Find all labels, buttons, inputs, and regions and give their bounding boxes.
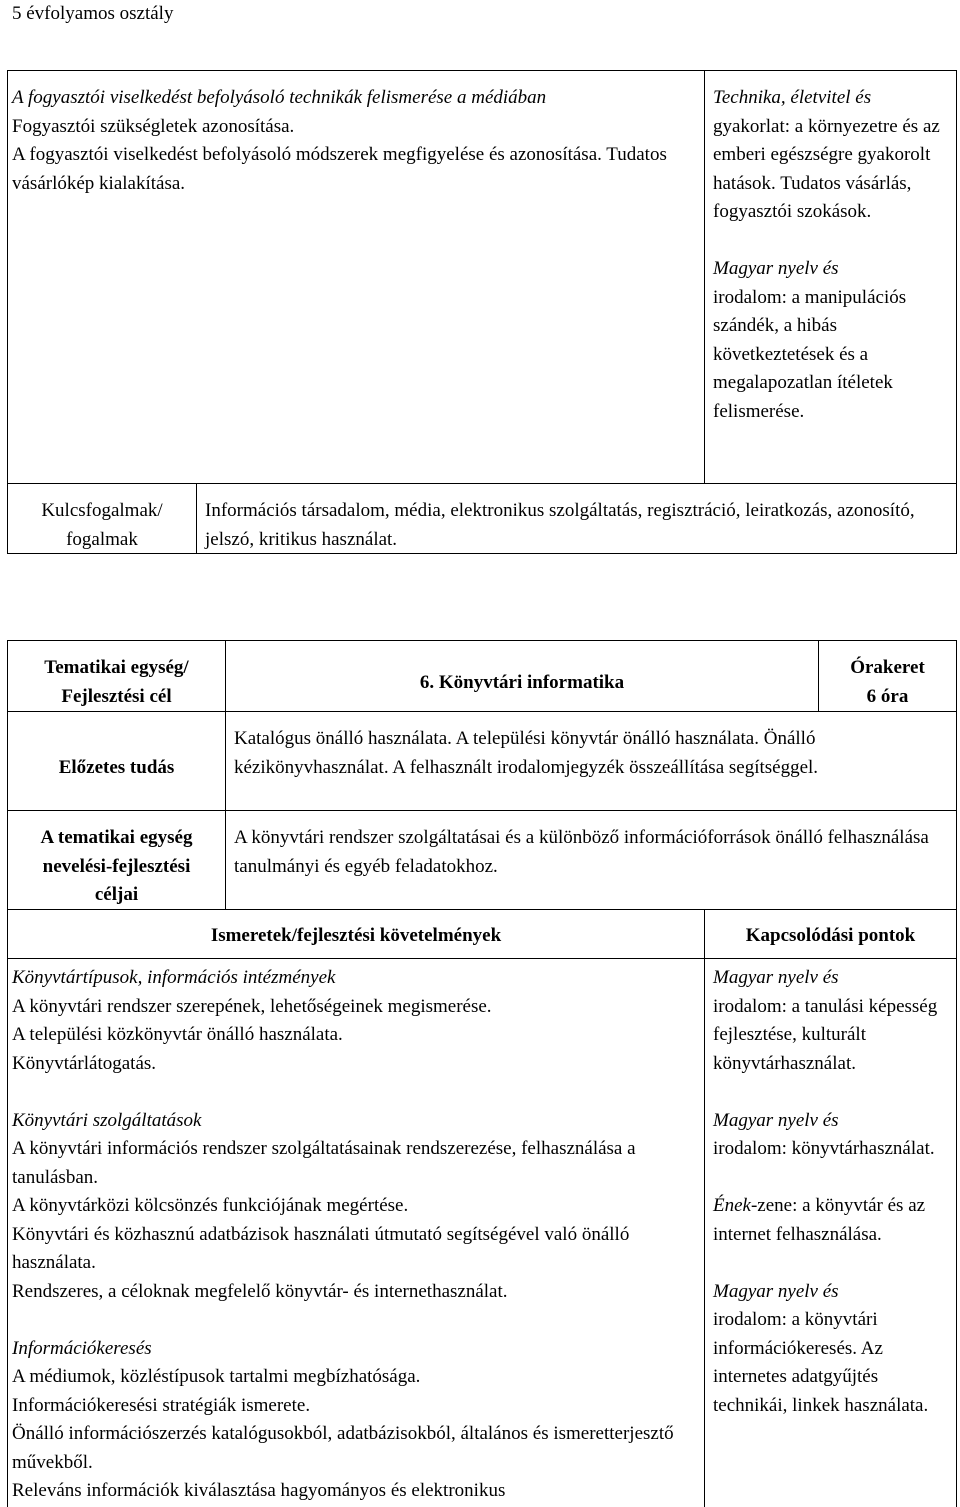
unit-title: 6. Könyvtári informatika [419, 672, 625, 693]
link-item [713, 1107, 953, 1164]
req-block [12, 964, 700, 1078]
key-concepts-label [8, 497, 196, 554]
table2-links-divider [704, 909, 705, 1507]
table2-right-border [956, 640, 957, 1507]
goals-label [8, 824, 225, 910]
label-line: nevelési-fejlesztési [42, 855, 191, 877]
hours-value: 6 óra [866, 685, 909, 707]
link-text: gyakorlat: a környezetre és az emberi egészségre gyakorolt hatások. Tudatos vásárlás, fogyasztói szokások. [713, 115, 940, 222]
unit-label [8, 654, 225, 711]
link-item [713, 964, 953, 1078]
link-item [713, 1192, 953, 1249]
label-line: fogalmak [66, 528, 138, 550]
link-subject: Ének [713, 1195, 751, 1216]
label-line: Kulcsfogalmak/ [41, 500, 163, 521]
table2-row1-border [7, 711, 957, 712]
table2-row2-border [7, 810, 957, 811]
req-line: Releváns információk kiválasztása hagyományos és elektronikus [12, 1480, 506, 1501]
links-cell [713, 964, 953, 1420]
section-title: A fogyasztói viselkedést befolyásoló technikák felismerése a médiában [12, 87, 547, 108]
hours-label: Órakeret [850, 657, 925, 678]
prior-knowledge-text: Katalógus önálló használata. A települési könyvtár önálló használata. Önálló kézikönyvhasználat. A felhasznált irodalomjegyzék összeállítása segítséggel. [234, 728, 819, 778]
link-text: irodalom: a könyvtári információkeresés. Az internetes adatgyűjtés technikái, linkek használata. [713, 1309, 929, 1416]
label-line: céljai [94, 884, 139, 905]
label-line: Fejlesztési cél [61, 685, 172, 707]
req-line: A könyvtárközi kölcsönzés funkciójának megértése. [12, 1195, 409, 1216]
req-block-title: Könyvtári szolgáltatások [12, 1109, 202, 1131]
links-header: Kapcsolódási pontok [745, 925, 916, 946]
paragraph: Fogyasztói szükségletek azonosítása. [12, 115, 295, 137]
table1-key-divider [196, 483, 197, 554]
label-line: A tematikai egység [40, 827, 193, 848]
requirements-header: Ismeretek/fejlesztési követelmények [210, 925, 502, 946]
link-item [713, 255, 953, 426]
table1-left-cell [12, 84, 700, 198]
req-line: Információkeresési stratégiák ismerete. [12, 1394, 311, 1416]
table1-right-border [956, 70, 957, 554]
req-line: Könyvtári és közhasznú adatbázisok használati útmutató segítségével való önálló használata. [12, 1223, 630, 1273]
table2-top-border [7, 640, 957, 641]
link-item [713, 84, 953, 227]
link-item [713, 1278, 953, 1421]
req-block [12, 1107, 700, 1307]
label-line: Tematikai egység/ [44, 657, 189, 678]
req-line: Könyvtárlátogatás. [12, 1052, 157, 1074]
goals-text: A könyvtári rendszer szolgáltatásai és a különböző információforrások önálló felhasználása tanulmányi és egyéb feladatokhoz. [234, 827, 929, 877]
req-line: A könyvtári rendszer szerepének, lehetőségeinek megismerése. [12, 995, 492, 1017]
req-block-title: Információkeresés [12, 1337, 152, 1359]
link-subject: Magyar nyelv és [713, 967, 839, 988]
prior-knowledge-label: Előzetes tudás [58, 757, 175, 778]
link-subject: Magyar nyelv és [713, 1109, 839, 1131]
link-subject: Magyar nyelv és [713, 1280, 839, 1302]
req-line: A könyvtári információs rendszer szolgáltatásainak rendszerezése, felhasználása a tanulásban. [12, 1138, 636, 1188]
key-concepts-text: Információs társadalom, média, elektronikus szolgáltatás, regisztráció, leiratkozás, azonosító, jelszó, kritikus használat. [205, 500, 915, 550]
req-line: A médiumok, közléstípusok tartalmi megbízhatósága. [12, 1366, 421, 1387]
hours-cell [819, 654, 956, 711]
link-text: irodalom: a tanulási képesség fejlesztése, kulturált könyvtárhasználat. [713, 995, 938, 1074]
link-text: irodalom: könyvtárhasználat. [713, 1138, 935, 1159]
req-block-title: Könyvtártípusok, információs intézmények [12, 967, 336, 988]
table1-col-divider [704, 70, 705, 484]
link-text: irodalom: a manipulációs szándék, a hibás következtetések és a megalapozatlan ítéletek felismerése. [713, 286, 907, 422]
req-block [12, 1335, 700, 1506]
req-line: A települési közkönyvtár önálló használata. [12, 1024, 343, 1045]
link-subject: Magyar nyelv és [713, 258, 839, 279]
paragraph: A fogyasztói viselkedést befolyásoló módszerek megfigyelése és azonosítása. Tudatos vásárlókép kialakítása. [12, 144, 667, 194]
req-line: Önálló információszerzés katalógusokból, adatbázisokból, általános és ismeretterjesztő művekből. [12, 1423, 674, 1473]
requirements-cell [12, 964, 700, 1506]
req-line: Rendszeres, a céloknak megfelelő könyvtár- és internethasználat. [12, 1280, 508, 1302]
table1-mid-border [7, 483, 957, 484]
page-header: 5 évfolyamos osztály [12, 3, 174, 24]
table1-top-border [7, 70, 957, 71]
table1-right-cell [713, 84, 953, 426]
table1-left-border [7, 70, 8, 554]
table2-head-border [7, 958, 957, 959]
link-subject: Technika, életvitel és [713, 87, 872, 108]
link-text: -zene: a könyvtár és az internet felhasználása. [713, 1195, 926, 1245]
